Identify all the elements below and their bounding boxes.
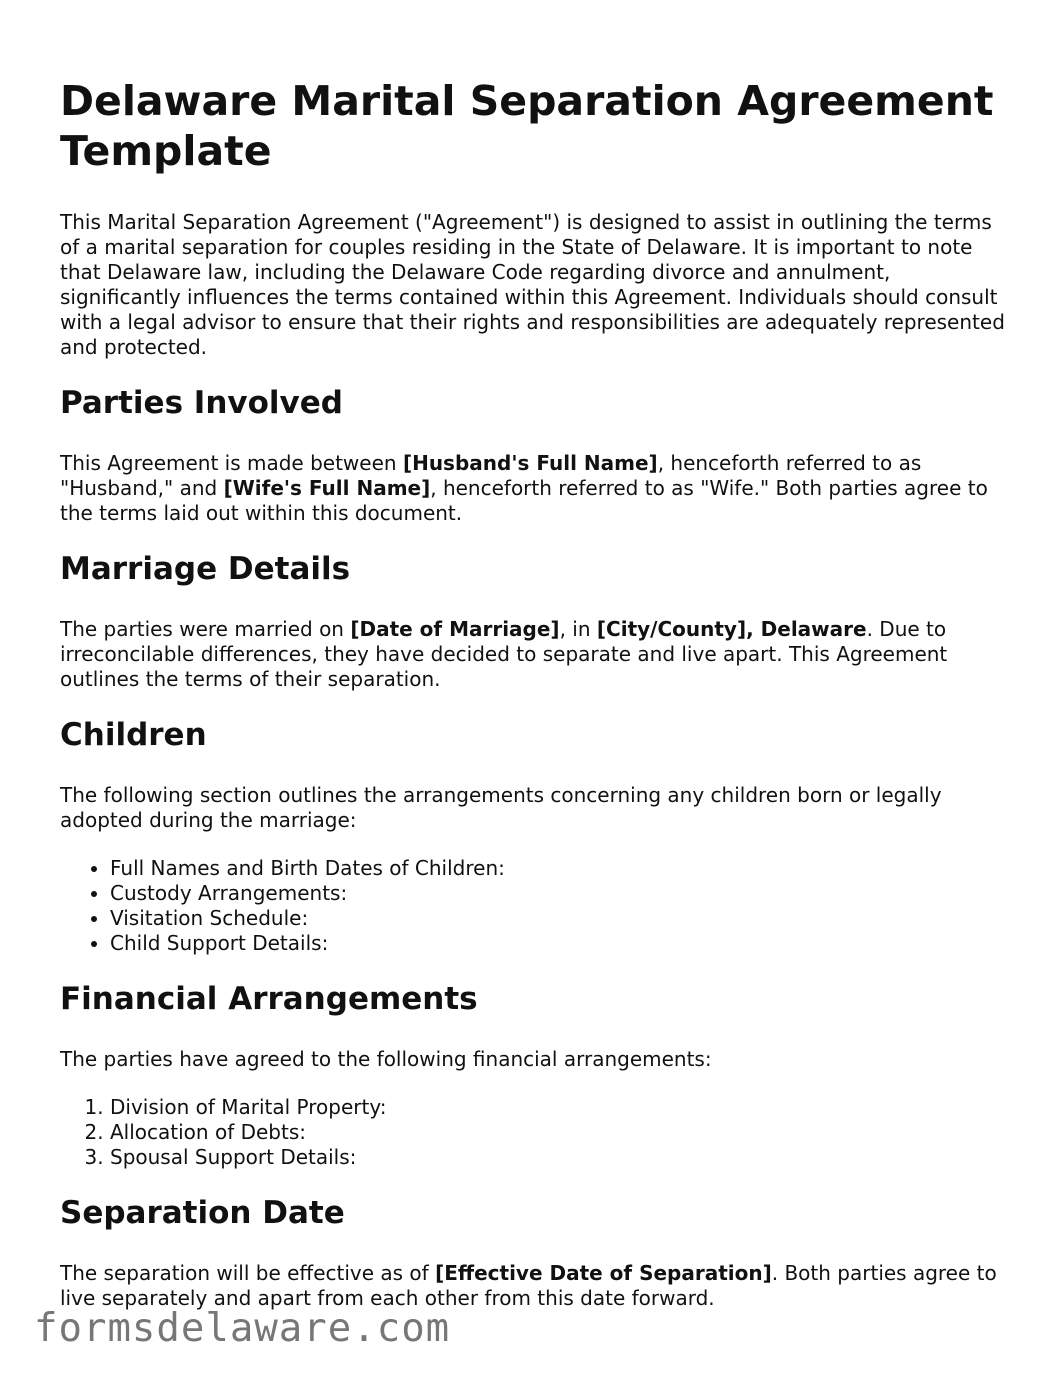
list-item: 3. Spousal Support Details: <box>110 1145 1010 1170</box>
section-marriage <box>60 549 1010 692</box>
section-financial <box>60 979 1010 1170</box>
list-item: 1. Division of Marital Property: <box>110 1095 1010 1120</box>
parties-heading: Parties Involved <box>60 385 343 421</box>
parties-text-2: , henceforth referred to as "Husband," and <box>60 451 922 500</box>
separation-paragraph <box>60 1261 1010 1311</box>
site-watermark: formsdelaware.com <box>34 1306 451 1351</box>
marriage-date-placeholder: [Date of Marriage] <box>350 617 560 641</box>
list-item: • Full Names and Birth Dates of Children: <box>110 856 1010 881</box>
parties-paragraph <box>60 451 1010 526</box>
marriage-paragraph <box>60 617 1010 692</box>
children-heading: Children <box>60 717 207 753</box>
document-page <box>60 76 1010 1334</box>
list-item: 2. Allocation of Debts: <box>110 1120 1010 1145</box>
marriage-text-2: , in <box>559 617 597 641</box>
wife-name-placeholder: [Wife's Full Name] <box>223 476 431 500</box>
marriage-place-placeholder: [City/County], Delaware <box>596 617 867 641</box>
separation-text-2: . Both parties agree to live separately and apart from each other from this date forward. <box>60 1261 997 1310</box>
parties-text-3: , henceforth referred to as "Wife." Both parties agree to the terms laid out within this document. <box>60 476 988 525</box>
list-item: • Child Support Details: <box>110 931 1010 956</box>
children-paragraph: The following section outlines the arrangements concerning any children born or legally adopted during the marriage: <box>60 783 942 832</box>
list-item: • Custody Arrangements: <box>110 881 1010 906</box>
husband-name-placeholder: [Husband's Full Name] <box>402 451 658 475</box>
marriage-heading: Marriage Details <box>60 551 351 587</box>
intro-paragraph: This Marital Separation Agreement ("Agreement") is designed to assist in outlining the terms of a marital separation for couples residing in the State of Delaware. It is important to note that Delaware law, including the Delaware Code regarding divorce and annulment, significantly influences the terms contained within this Agreement. Individuals should consult with a legal advisor to ensure that their rights and responsibilities are adequately represented and protected. <box>60 210 1005 359</box>
financial-list <box>60 1095 1010 1170</box>
section-parties <box>60 383 1010 526</box>
separation-heading: Separation Date <box>60 1195 345 1231</box>
marriage-text-1: The parties were married on <box>60 617 351 641</box>
children-list <box>60 856 1010 956</box>
separation-date-placeholder: [Effective Date of Separation] <box>435 1261 772 1285</box>
financial-paragraph: The parties have agreed to the following financial arrangements: <box>60 1047 712 1071</box>
financial-heading: Financial Arrangements <box>60 981 478 1017</box>
section-separation <box>60 1193 1010 1311</box>
marriage-text-3: . Due to irreconcilable differences, they have decided to separate and live apart. This Agreement outlines the terms of their separation. <box>60 617 948 691</box>
parties-text-1: This Agreement is made between <box>60 451 403 475</box>
document-title: Delaware Marital Separation Agreement Template <box>60 77 994 175</box>
list-item: • Visitation Schedule: <box>110 906 1010 931</box>
section-children <box>60 715 1010 956</box>
separation-text-1: The separation will be effective as of <box>60 1261 436 1285</box>
